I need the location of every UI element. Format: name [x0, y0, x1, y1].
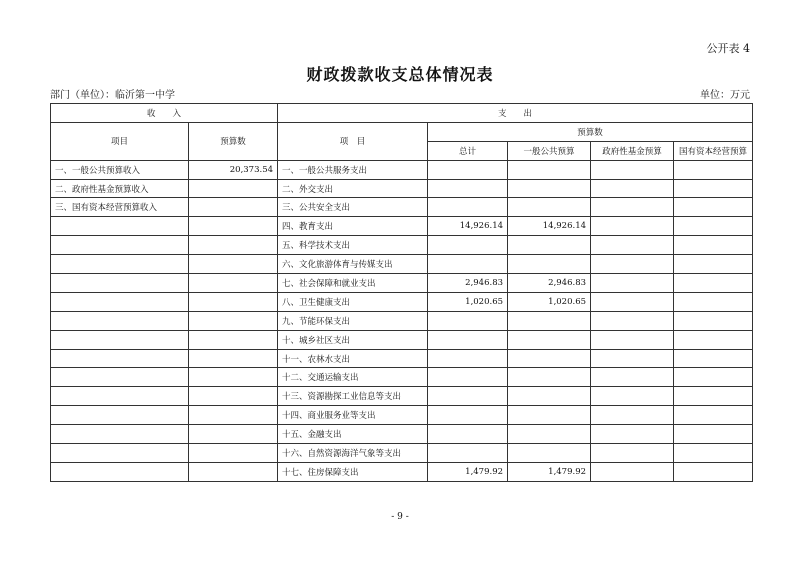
- table-row: [51, 462, 753, 481]
- table-row: [51, 444, 753, 463]
- table-row: [51, 236, 753, 255]
- state-capital-cell: [674, 330, 753, 349]
- budget-table: [50, 103, 753, 482]
- fund-budget-cell: [591, 349, 674, 368]
- fund-budget-cell: [591, 198, 674, 217]
- income-item-cell: [51, 387, 189, 406]
- total-cell: [428, 160, 508, 179]
- fund-budget-cell: [591, 406, 674, 425]
- expense-item-cell: 十二、交通运输支出: [278, 368, 428, 387]
- expense-item-cell: 十四、商业服务业等支出: [278, 406, 428, 425]
- table-row: [51, 198, 753, 217]
- income-item-cell: [51, 444, 189, 463]
- total-cell: [428, 387, 508, 406]
- income-amount-cell: [189, 349, 278, 368]
- total-cell: 14,926.14: [428, 217, 508, 236]
- income-amount-cell: [189, 274, 278, 293]
- fund-budget-cell: [591, 425, 674, 444]
- fund-budget-cell: [591, 160, 674, 179]
- income-amount-cell: [189, 255, 278, 274]
- expense-item-cell: 十六、自然资源海洋气象等支出: [278, 444, 428, 463]
- income-item-cell: [51, 330, 189, 349]
- expense-item-cell: 十七、住房保障支出: [278, 462, 428, 481]
- state-capital-cell: [674, 406, 753, 425]
- expense-item-cell: 五、科学技术支出: [278, 236, 428, 255]
- income-item-cell: [51, 349, 189, 368]
- general-budget-cell: 1,020.65: [508, 292, 591, 311]
- income-amount-cell: [189, 368, 278, 387]
- income-item-cell: [51, 311, 189, 330]
- state-capital-cell: [674, 292, 753, 311]
- fund-budget-cell: [591, 387, 674, 406]
- state-capital-cell: [674, 368, 753, 387]
- fund-budget-cell: [591, 462, 674, 481]
- expense-item-cell: 一、一般公共服务支出: [278, 160, 428, 179]
- general-budget-cell: [508, 349, 591, 368]
- general-budget-cell: [508, 406, 591, 425]
- income-amount-cell: [189, 387, 278, 406]
- state-capital-cell: [674, 217, 753, 236]
- general-budget-cell: [508, 444, 591, 463]
- expense-item-cell: 十五、金融支出: [278, 425, 428, 444]
- expense-item-cell: 二、外交支出: [278, 179, 428, 198]
- income-item-cell: 三、国有资本经营预算收入: [51, 198, 189, 217]
- fund-budget-cell: [591, 311, 674, 330]
- table-row: [51, 160, 753, 179]
- general-budget-cell: 2,946.83: [508, 274, 591, 293]
- fund-budget-cell: [591, 217, 674, 236]
- total-cell: 2,946.83: [428, 274, 508, 293]
- income-amount-cell: [189, 311, 278, 330]
- expense-item-cell: 七、社会保障和就业支出: [278, 274, 428, 293]
- income-item-cell: [51, 462, 189, 481]
- income-amount-cell: 20,373.54: [189, 160, 278, 179]
- income-amount-cell: [189, 217, 278, 236]
- fund-budget-cell: [591, 330, 674, 349]
- total-cell: [428, 179, 508, 198]
- state-capital-cell: [674, 198, 753, 217]
- total-cell: [428, 311, 508, 330]
- total-header: 总计: [428, 141, 508, 160]
- expense-item-header: 项 目: [278, 122, 428, 160]
- total-cell: 1,020.65: [428, 292, 508, 311]
- income-item-cell: 二、政府性基金预算收入: [51, 179, 189, 198]
- general-budget-cell: [508, 236, 591, 255]
- total-cell: [428, 444, 508, 463]
- total-cell: [428, 330, 508, 349]
- total-cell: [428, 406, 508, 425]
- state-capital-cell: [674, 444, 753, 463]
- fund-budget-cell: [591, 444, 674, 463]
- income-amount-cell: [189, 236, 278, 255]
- state-capital-header: 国有资本经营预算: [674, 141, 753, 160]
- state-capital-cell: [674, 160, 753, 179]
- table-row: [51, 368, 753, 387]
- expense-item-cell: 八、卫生健康支出: [278, 292, 428, 311]
- general-budget-cell: [508, 160, 591, 179]
- income-amount-cell: [189, 198, 278, 217]
- total-cell: [428, 425, 508, 444]
- income-item-cell: [51, 406, 189, 425]
- table-row: [51, 349, 753, 368]
- state-capital-cell: [674, 349, 753, 368]
- fund-budget-cell: [591, 179, 674, 198]
- income-amount-cell: [189, 406, 278, 425]
- income-amount-cell: [189, 462, 278, 481]
- total-cell: [428, 198, 508, 217]
- state-capital-cell: [674, 236, 753, 255]
- income-item-cell: [51, 274, 189, 293]
- state-capital-cell: [674, 255, 753, 274]
- header-row-1: [51, 104, 753, 123]
- income-item-cell: [51, 292, 189, 311]
- unit-label: 单位：万元: [700, 90, 750, 101]
- page-number: - 9 -: [391, 512, 409, 522]
- general-budget-cell: [508, 387, 591, 406]
- table-row: [51, 179, 753, 198]
- general-budget-cell: 14,926.14: [508, 217, 591, 236]
- table-row: [51, 330, 753, 349]
- table-row: [51, 406, 753, 425]
- fund-budget-cell: [591, 292, 674, 311]
- income-amount-cell: [189, 425, 278, 444]
- general-budget-cell: [508, 198, 591, 217]
- income-amount-cell: [189, 330, 278, 349]
- income-amount-cell: [189, 179, 278, 198]
- total-cell: 1,479.92: [428, 462, 508, 481]
- table-row: [51, 425, 753, 444]
- general-budget-cell: [508, 368, 591, 387]
- income-item-cell: [51, 368, 189, 387]
- income-amount-cell: [189, 444, 278, 463]
- table-row: [51, 387, 753, 406]
- general-budget-cell: [508, 425, 591, 444]
- expense-item-cell: 六、文化旅游体育与传媒支出: [278, 255, 428, 274]
- income-item-cell: [51, 425, 189, 444]
- state-capital-cell: [674, 387, 753, 406]
- state-capital-cell: [674, 179, 753, 198]
- general-budget-header: 一般公共预算: [508, 141, 591, 160]
- income-item-cell: [51, 255, 189, 274]
- header-row-2: [51, 122, 753, 141]
- total-cell: [428, 255, 508, 274]
- expense-item-cell: 三、公共安全支出: [278, 198, 428, 217]
- income-budget-header: 预算数: [189, 122, 278, 160]
- page-title: 财政拨款收支总体情况表: [306, 65, 494, 84]
- expense-item-cell: 九、节能环保支出: [278, 311, 428, 330]
- income-item-cell: [51, 236, 189, 255]
- table-row: [51, 292, 753, 311]
- income-amount-cell: [189, 292, 278, 311]
- general-budget-cell: [508, 311, 591, 330]
- fund-budget-cell: [591, 255, 674, 274]
- general-budget-cell: [508, 179, 591, 198]
- fund-budget-cell: [591, 274, 674, 293]
- expense-item-cell: 四、教育支出: [278, 217, 428, 236]
- state-capital-cell: [674, 425, 753, 444]
- expense-header: 支 出: [278, 104, 753, 123]
- general-budget-cell: 1,479.92: [508, 462, 591, 481]
- table-row: [51, 274, 753, 293]
- department-label: 部门（单位）：临沂第一中学: [50, 90, 175, 101]
- fund-budget-header: 政府性基金预算: [591, 141, 674, 160]
- general-budget-cell: [508, 330, 591, 349]
- fund-budget-cell: [591, 368, 674, 387]
- total-cell: [428, 236, 508, 255]
- fund-budget-cell: [591, 236, 674, 255]
- table-row: [51, 311, 753, 330]
- expense-item-cell: 十一、农林水支出: [278, 349, 428, 368]
- expense-budget-header: 预算数: [428, 122, 753, 141]
- income-item-header: 项目: [51, 122, 189, 160]
- total-cell: [428, 368, 508, 387]
- expense-item-cell: 十三、资源勘探工业信息等支出: [278, 387, 428, 406]
- income-header: 收 入: [51, 104, 278, 123]
- income-item-cell: 一、一般公共预算收入: [51, 160, 189, 179]
- total-cell: [428, 349, 508, 368]
- table-row: [51, 255, 753, 274]
- expense-item-cell: 十、城乡社区支出: [278, 330, 428, 349]
- state-capital-cell: [674, 274, 753, 293]
- state-capital-cell: [674, 311, 753, 330]
- table-number: 公开表 4: [706, 42, 750, 55]
- state-capital-cell: [674, 462, 753, 481]
- income-item-cell: [51, 217, 189, 236]
- table-row: [51, 217, 753, 236]
- general-budget-cell: [508, 255, 591, 274]
